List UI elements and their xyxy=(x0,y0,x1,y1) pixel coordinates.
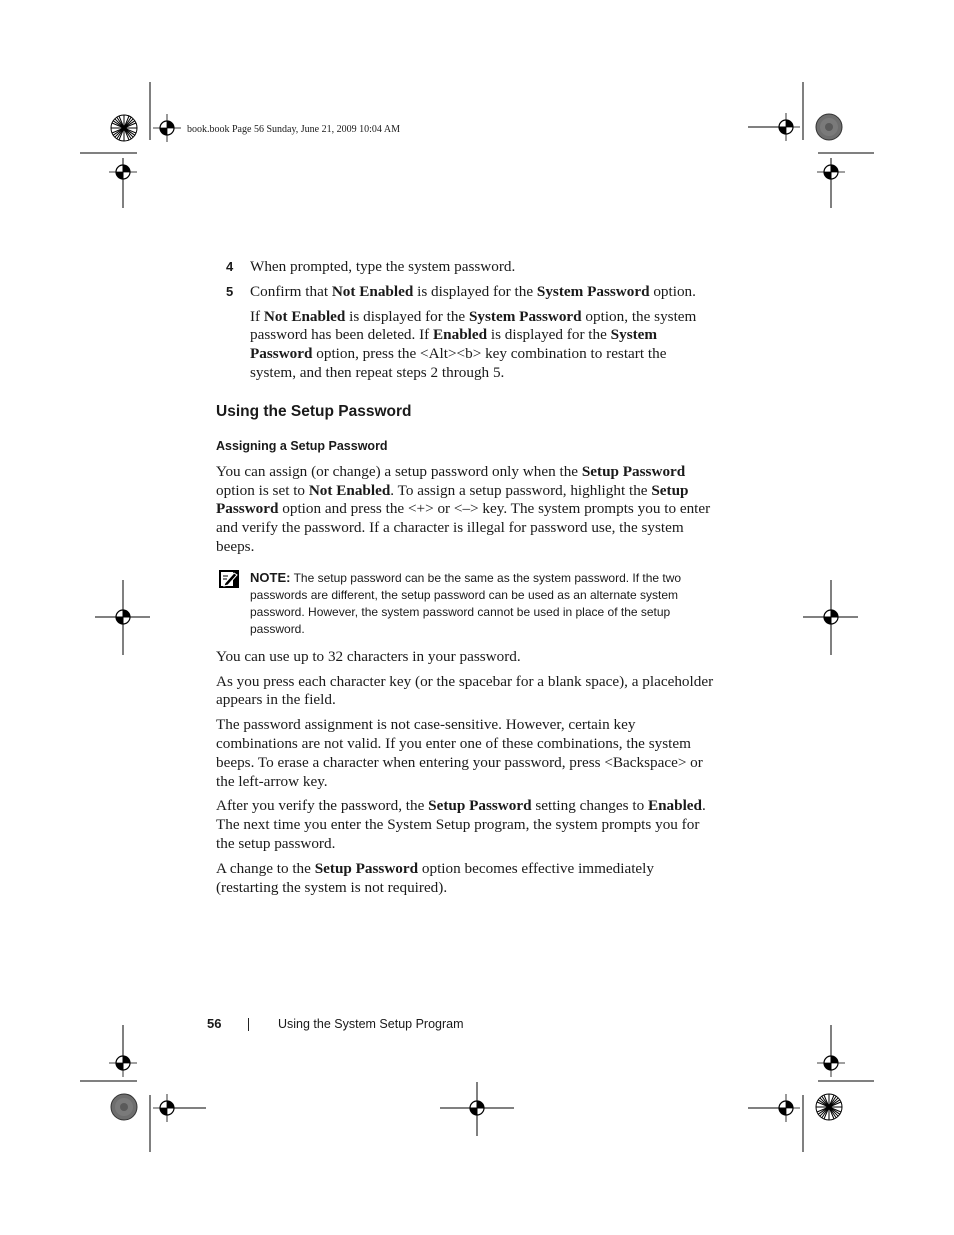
option-value-bold: Not Enabled xyxy=(331,282,414,300)
gray-circle-icon xyxy=(816,114,842,140)
footer-divider xyxy=(248,1018,249,1031)
starburst-icon xyxy=(111,115,137,141)
step-5 xyxy=(216,283,716,302)
paragraph-effective: A change to the Setup Password option becomes effective immediately (restarting the system is not required). xyxy=(216,859,654,896)
page-content xyxy=(216,258,716,903)
subsection-heading: Assigning a Setup Password xyxy=(216,438,388,453)
step-5-detail: If Not Enabled is displayed for the System Password option, the system password has been deleted. If Enabled is displayed for the System Password option, press the <Alt><b> key combination to restart the system, and then repeat steps 2 through 5. xyxy=(250,307,697,381)
step-text: option. xyxy=(649,282,696,300)
option-name-bold: System Password xyxy=(536,282,650,300)
page-number: 56 xyxy=(207,1016,222,1031)
step-number: 4 xyxy=(226,259,234,274)
note-label: NOTE: xyxy=(250,569,291,585)
paragraph-placeholder: As you press each character key (or the spacebar for a blank space), a placeholder appears in the field. xyxy=(216,672,714,709)
print-slug: book.book Page 56 Sunday, June 21, 2009 10:04 AM xyxy=(187,124,400,135)
step-4 xyxy=(216,258,716,277)
note-block xyxy=(216,569,716,638)
paragraph-verify: After you verify the password, the Setup Password setting changes to Enabled. The next time you enter the System Setup program, the system prompts you for the setup password. xyxy=(216,797,706,852)
step-number: 5 xyxy=(226,283,234,299)
step-text: When prompted, type the system password. xyxy=(250,258,516,275)
section-heading: Using the Setup Password xyxy=(216,402,412,420)
starburst-icon xyxy=(816,1094,842,1120)
paragraph-assign: You can assign (or change) a setup password only when the Setup Password option is set to Not Enabled. To assign a setup password, highlight the Setup Password option and press the <+> or <–> key. The system prompts you to enter and verify the password. If a character is illegal for password use, the system beeps. xyxy=(216,462,711,555)
step-text: is displayed for the xyxy=(413,282,537,300)
paragraph-length: You can use up to 32 characters in your password. xyxy=(216,647,521,665)
step-text: Confirm that xyxy=(250,282,332,300)
note-pencil-icon xyxy=(219,570,239,588)
footer-title: Using the System Setup Program xyxy=(278,1017,464,1031)
gray-circle-icon xyxy=(111,1094,137,1120)
note-text: The setup password can be the same as the system password. If the two passwords are different, the setup password can be used as an alternate system password. However, the system password cannot be used in place of the setup password. xyxy=(250,570,682,636)
registration-mark-icon xyxy=(153,114,181,142)
paragraph-case: The password assignment is not case-sensitive. However, certain key combinations are not valid. If you enter one of these combinations, the system beeps. To erase a character when entering your password, press <Backspace> or the left-arrow key. xyxy=(216,716,703,790)
